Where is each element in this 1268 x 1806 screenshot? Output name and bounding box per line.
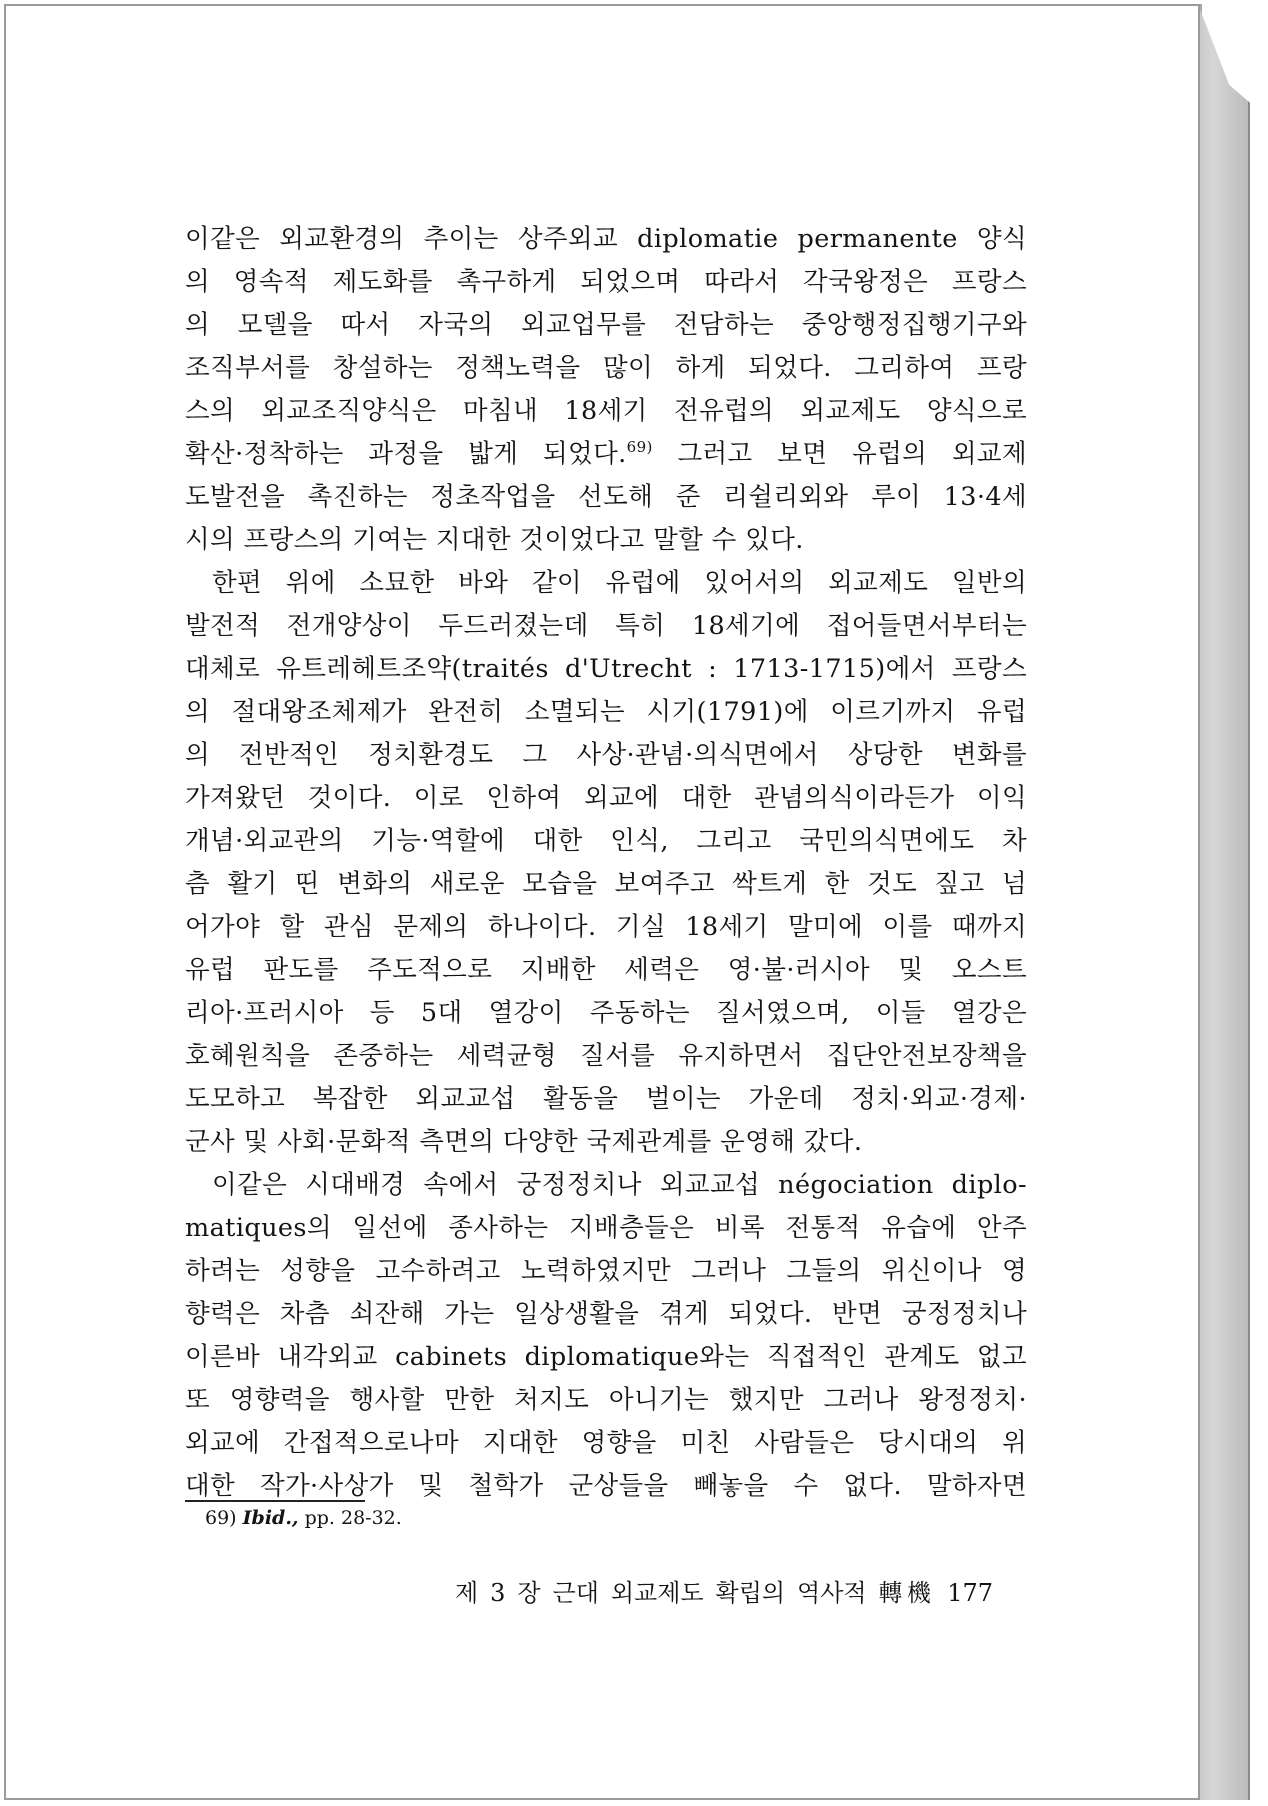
text-line: matiques의 일선에 종사하는 지배층들은 비록 전통적 유습에 안주 (185, 1213, 1027, 1243)
footnote-pages: pp. 28-32. (304, 1507, 402, 1529)
text-line: 도발전을 촉진하는 정초작업을 선도해 준 리쉴리외와 루이 13·4세 (185, 482, 1027, 512)
text-line: 이른바 내각외교 cabinets diplomatique와는 직접적인 관계도 없고 (185, 1342, 1027, 1372)
page-stack-edge (1198, 4, 1250, 1800)
footnote-reference[interactable]: 69) (626, 438, 653, 456)
text-line: 호혜원칙을 존중하는 세력균형 질서를 유지하면서 집단안전보장책을 (185, 1041, 1027, 1071)
paragraph-3 (185, 1164, 1027, 1508)
text-line: 발전적 전개양상이 두드러졌는데 특히 18세기에 접어들면서부터는 (185, 611, 1027, 641)
text-line: 군사 및 사회·문화적 측면의 다양한 국제관계를 운영해 갔다. (185, 1127, 863, 1157)
text-line: 개념·외교관의 기능·역할에 대한 인식, 그리고 국민의식면에도 차 (185, 826, 1027, 856)
text-line: 어가야 할 관심 문제의 하나이다. 기실 18세기 말미에 이를 때까지 (185, 912, 1027, 942)
text-line: 이같은 시대배경 속에서 궁정정치나 외교교섭 négociation diplo- (212, 1170, 1027, 1200)
footnote-source: Ibid., (242, 1507, 299, 1529)
text-line: 의 전반적인 정치환경도 그 사상·관념·의식면에서 상당한 변화를 (185, 740, 1027, 770)
text-line: 조직부서를 창설하는 정책노력을 많이 하게 되었다. 그리하여 프랑 (185, 353, 1027, 383)
text-line: 도모하고 복잡한 외교교섭 활동을 벌이는 가운데 정치·외교·경제· (185, 1084, 1027, 1114)
footnote-number: 69) (205, 1507, 237, 1529)
text-line: 시의 프랑스의 기여는 지대한 것이었다고 말할 수 있다. (185, 525, 804, 555)
text-line: 또 영향력을 행사할 만한 처지도 아니기는 했지만 그러나 왕정정치· (185, 1385, 1027, 1415)
text-line-part: 그러고 보면 유럽의 외교제 (652, 439, 1027, 469)
text-line: 대한 작가·사상가 및 철학가 군상들을 빼놓을 수 없다. 말하자면 (185, 1471, 1027, 1501)
paragraph-2 (185, 562, 1027, 1164)
text-line (185, 433, 1027, 476)
paragraph-1 (185, 218, 1027, 562)
text-line: 가져왔던 것이다. 이로 인하여 외교에 대한 관념의식이라든가 이익 (185, 783, 1027, 813)
text-line: 스의 외교조직양식은 마침내 18세기 전유럽의 외교제도 양식으로 (185, 396, 1027, 426)
text-line: 외교에 간접적으로나마 지대한 영향을 미친 사람들은 당시대의 위 (185, 1428, 1027, 1458)
footer-chapter: 제 3 장 (455, 1579, 541, 1607)
footnote-divider (185, 1500, 365, 1502)
footer-title: 근대 외교제도 확립의 역사적 轉機 (552, 1579, 936, 1607)
body-text (185, 218, 1027, 1508)
text-line: 유럽 판도를 주도적으로 지배한 세력은 영·불·러시아 및 오스트 (185, 955, 1027, 985)
text-line: 이같은 외교환경의 추이는 상주외교 diplomatie permanente 양식 (185, 224, 1027, 254)
text-line: 의 모델을 따서 자국의 외교업무를 전담하는 중앙행정집행기구와 (185, 310, 1027, 340)
text-line: 의 영속적 제도화를 촉구하게 되었으며 따라서 각국왕정은 프랑스 (185, 267, 1027, 297)
running-footer (455, 1573, 993, 1608)
text-line-part: 확산·정착하는 과정을 밟게 되었다. (185, 439, 627, 469)
text-line: 한편 위에 소묘한 바와 같이 유럽에 있어서의 외교제도 일반의 (212, 568, 1027, 598)
footnote (205, 1507, 402, 1529)
text-line: 의 절대왕조체제가 완전히 소멸되는 시기(1791)에 이르기까지 유럽 (185, 697, 1027, 727)
text-line: 리아·프러시아 등 5대 열강이 주동하는 질서였으며, 이들 열강은 (185, 998, 1027, 1028)
page-number: 177 (947, 1579, 993, 1607)
text-line: 하려는 성향을 고수하려고 노력하였지만 그러나 그들의 위신이나 영 (185, 1256, 1027, 1286)
text-line: 향력은 차츰 쇠잔해 가는 일상생활을 겪게 되었다. 반면 궁정정치나 (185, 1299, 1027, 1329)
text-line: 츰 활기 띤 변화의 새로운 모습을 보여주고 싹트게 한 것도 짚고 넘 (185, 869, 1027, 899)
text-line: 대체로 유트레헤트조약(traités d'Utrecht : 1713-1715)에서 프랑스 (185, 654, 1027, 684)
